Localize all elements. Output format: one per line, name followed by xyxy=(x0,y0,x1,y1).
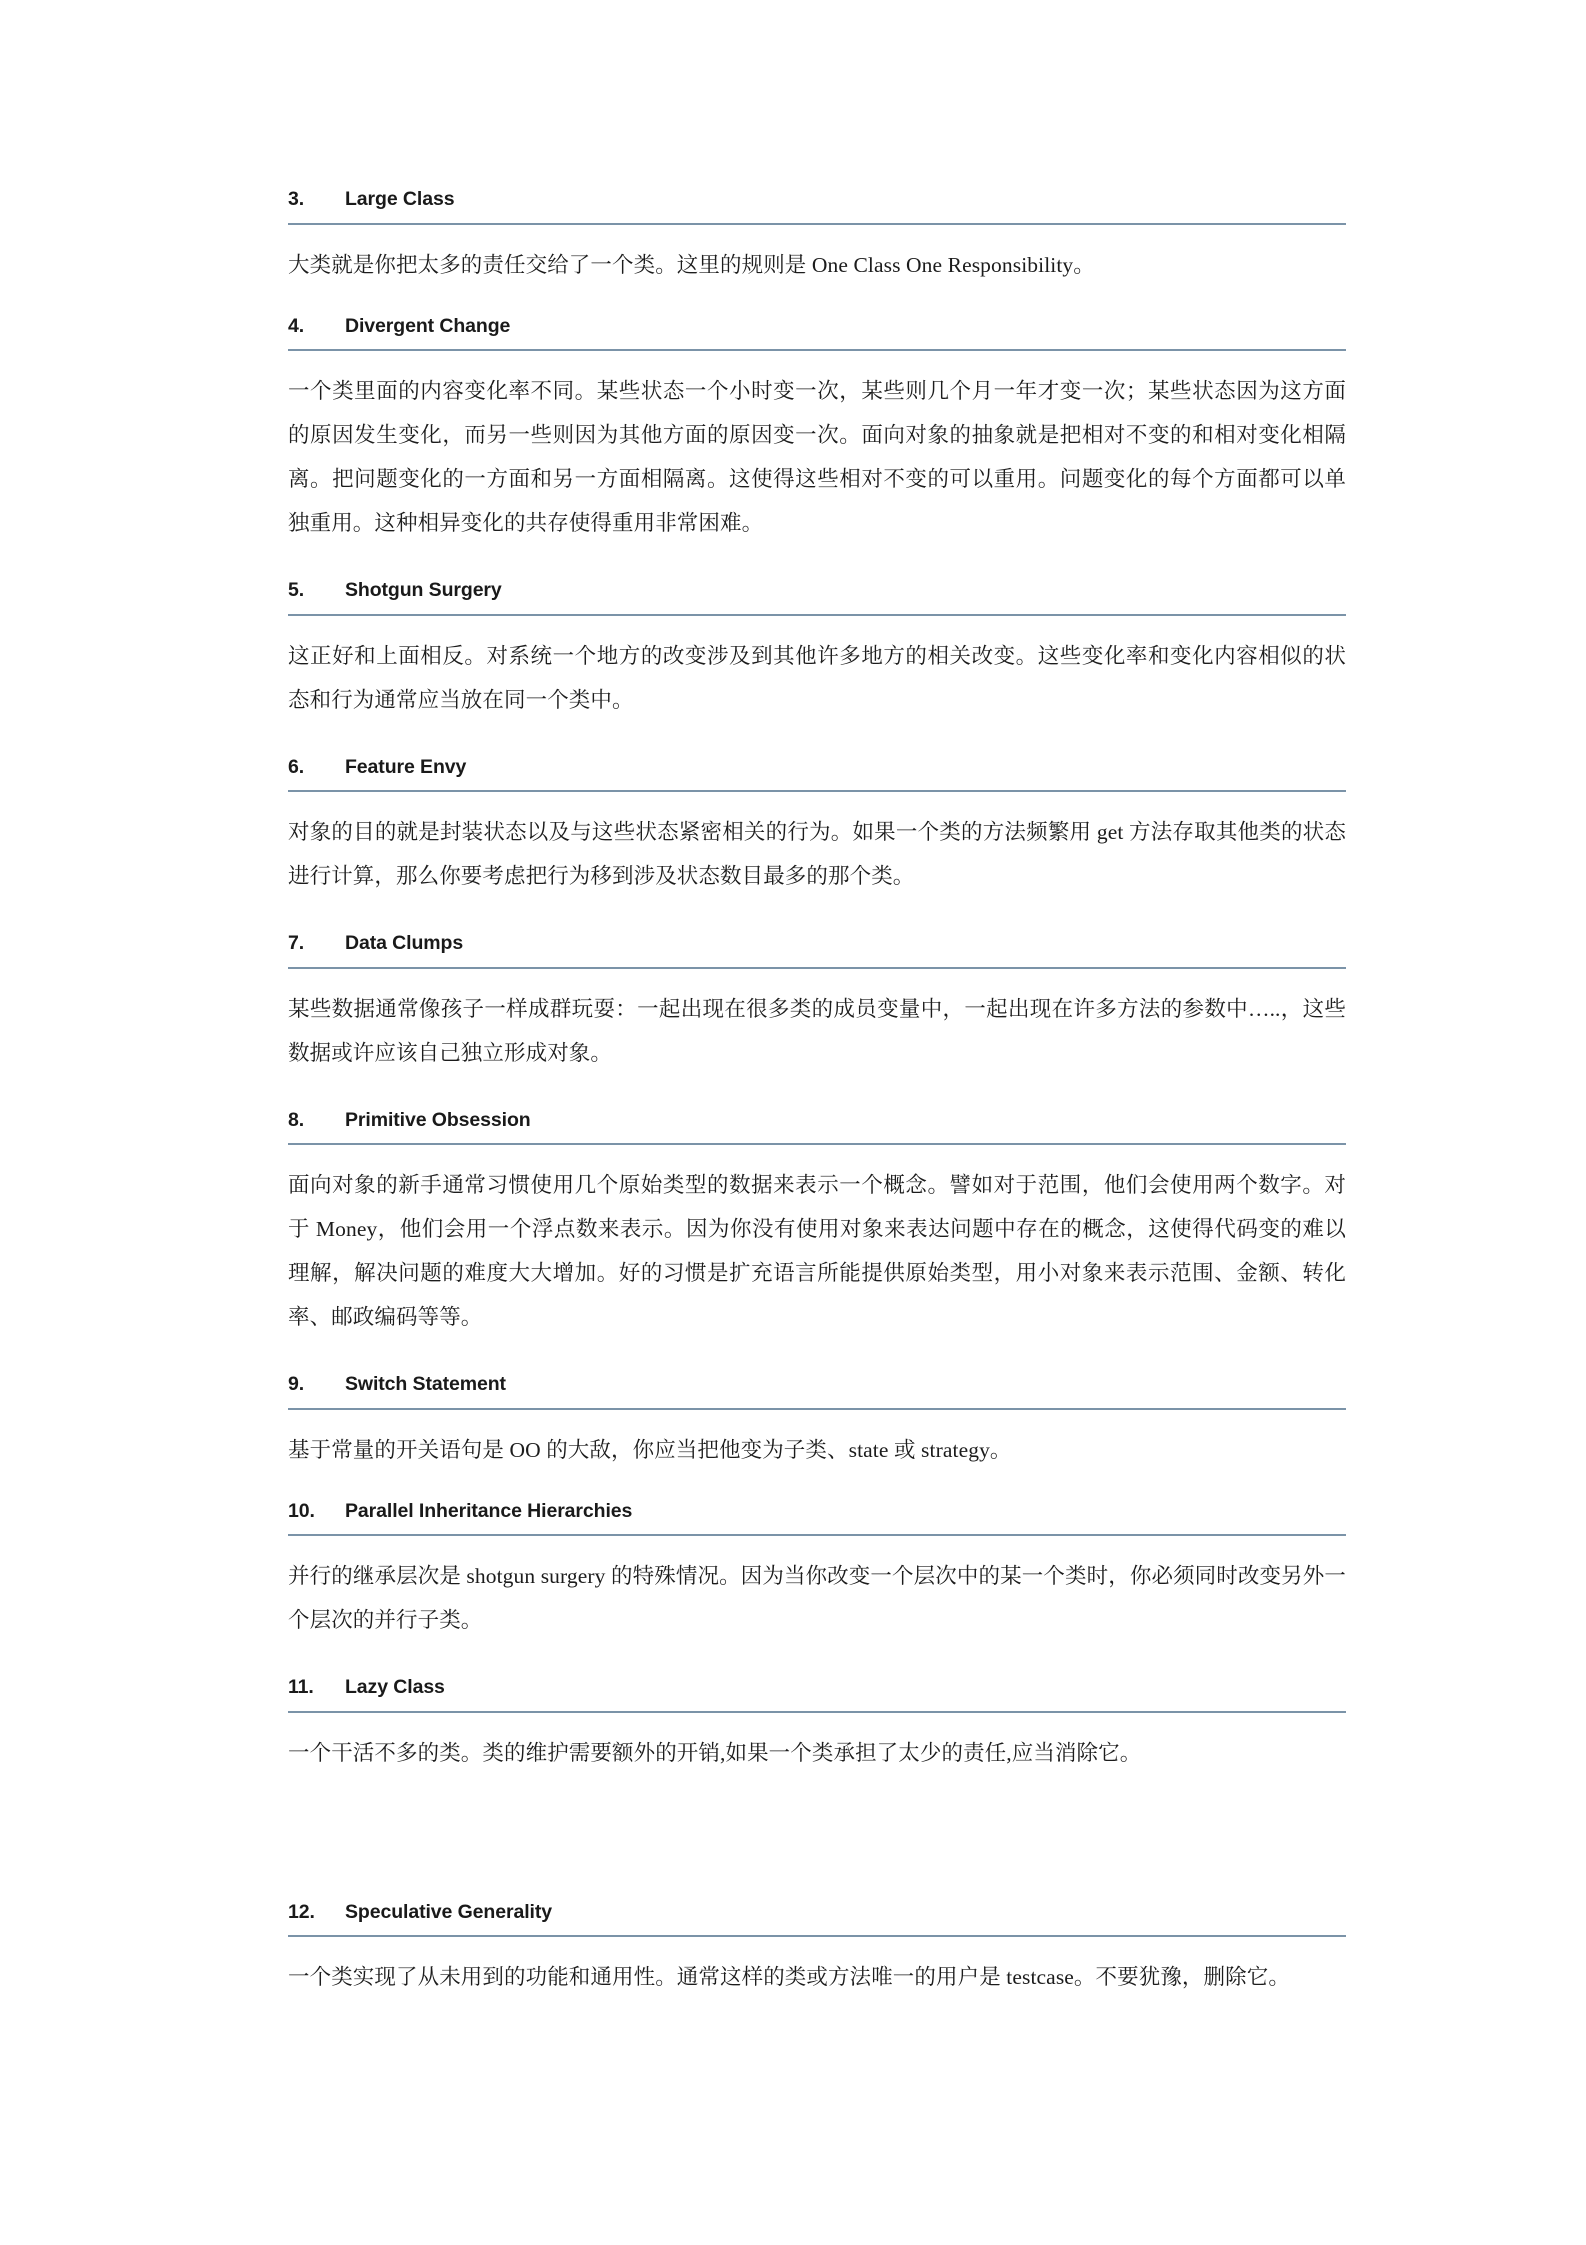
spacer xyxy=(288,287,1346,317)
spacer xyxy=(288,545,1346,581)
section-lazy-class xyxy=(288,1678,1346,1775)
section-number: 5. xyxy=(288,579,305,601)
section-feature-envy xyxy=(288,755,1346,899)
section-number: 9. xyxy=(288,1373,305,1395)
section-body: 这正好和上面相反。对系统一个地方的改变涉及到其他许多地方的相关改变。这些变化率和变化内容相似的状态和行为通常应当放在同一个类中。 xyxy=(288,643,1346,712)
section-heading xyxy=(288,1108,1346,1146)
section-heading xyxy=(288,314,1346,352)
section-primitive-obsession xyxy=(288,1108,1346,1340)
section-title: Divergent Change xyxy=(345,314,511,337)
spacer xyxy=(288,722,1346,758)
section-title: Switch Statement xyxy=(345,1373,506,1395)
section-heading xyxy=(288,1375,1346,1410)
section-body: 一个干活不多的类。类的维护需要额外的开销,如果一个类承担了太少的责任,应当消除它。 xyxy=(288,1740,1142,1765)
section-number: 11. xyxy=(288,1676,314,1698)
section-heading xyxy=(288,1900,1346,1938)
spacer xyxy=(288,1075,1346,1111)
section-heading xyxy=(288,934,1346,969)
section-divergent-change xyxy=(288,314,1346,546)
spacer xyxy=(288,1339,1346,1375)
section-heading xyxy=(288,190,1346,225)
section-title: Shotgun Surgery xyxy=(345,579,502,601)
section-body: 对象的目的就是封装状态以及与这些状态紧密相关的行为。如果一个类的方法频繁用 get 方法存取其他类的状态进行计算，那么你要考虑把行为移到涉及状态数目最多的那个类。 xyxy=(288,820,1346,888)
section-parallel-inheritance-hierarchies xyxy=(288,1499,1346,1643)
spacer xyxy=(288,1775,1346,1903)
section-number: 12. xyxy=(288,1900,315,1923)
section-heading xyxy=(288,1678,1346,1713)
section-title: Speculative Generality xyxy=(345,1900,552,1923)
section-number: 7. xyxy=(288,932,305,954)
spacer xyxy=(288,898,1346,934)
section-number: 8. xyxy=(288,1108,305,1131)
section-number: 10. xyxy=(288,1499,315,1522)
section-title: Feature Envy xyxy=(345,755,467,778)
section-switch-statement xyxy=(288,1375,1346,1472)
section-title: Lazy Class xyxy=(345,1676,445,1698)
section-body: 面向对象的新手通常习惯使用几个原始类型的数据来表示一个概念。譬如对于范围，他们会使用两个数字。对于 Money，他们会用一个浮点数来表示。因为你没有使用对象来表达问题中存在的概念，这使得代码变的难以理解，解决问题的难度大大增加。好的习惯是扩充语言所能提供原始类型，用小对象来表示范围、金额、转化率、邮政编码等等。 xyxy=(288,1173,1346,1329)
spacer xyxy=(288,1642,1346,1678)
section-number: 6. xyxy=(288,755,305,778)
section-shotgun-surgery xyxy=(288,581,1346,722)
section-title: Large Class xyxy=(345,188,455,210)
section-body: 并行的继承层次是 shotgun surgery 的特殊情况。因为当你改变一个层次中的某一个类时，你必须同时改变另外一个层次的并行子类。 xyxy=(288,1564,1346,1632)
spacer xyxy=(288,1472,1346,1502)
section-number: 3. xyxy=(288,188,305,210)
section-body: 基于常量的开关语句是 OO 的大敌，你应当把他变为子类、state 或 strategy。 xyxy=(288,1437,1012,1462)
section-title: Data Clumps xyxy=(345,932,464,954)
section-heading xyxy=(288,755,1346,793)
document-content xyxy=(288,190,1346,1999)
section-heading xyxy=(288,1499,1346,1537)
section-large-class xyxy=(288,190,1346,287)
section-title: Parallel Inheritance Hierarchies xyxy=(345,1499,633,1522)
section-number: 4. xyxy=(288,314,305,337)
section-speculative-generality xyxy=(288,1900,1346,2000)
section-body: 一个类里面的内容变化率不同。某些状态一个小时变一次，某些则几个月一年才变一次；某些状态因为这方面的原因发生变化，而另一些则因为其他方面的原因变一次。面向对象的抽象就是把相对不变的和相对变化相隔离。把问题变化的一方面和另一方面相隔离。这使得这些相对不变的可以重用。问题变化的每个方面都可以单独重用。这种相异变化的共存使得重用非常困难。 xyxy=(288,379,1346,535)
section-title: Primitive Obsession xyxy=(345,1108,531,1131)
section-data-clumps xyxy=(288,934,1346,1075)
section-body: 大类就是你把太多的责任交给了一个类。这里的规则是 One Class One Responsibility。 xyxy=(288,252,1095,277)
section-body: 一个类实现了从未用到的功能和通用性。通常这样的类或方法唯一的用户是 testcase。不要犹豫，删除它。 xyxy=(288,1965,1290,1989)
section-body: 某些数据通常像孩子一样成群玩耍：一起出现在很多类的成员变量中，一起出现在许多方法的参数中…..，这些数据或许应该自己独立形成对象。 xyxy=(288,996,1346,1065)
section-heading xyxy=(288,581,1346,616)
